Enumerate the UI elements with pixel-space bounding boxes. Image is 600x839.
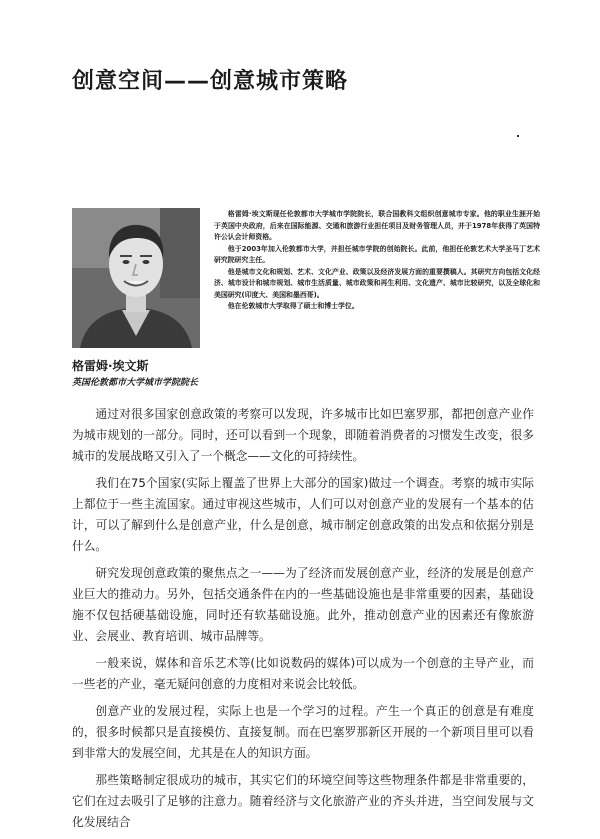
body-paragraph: 创意产业的发展过程，实际上也是一个学习的过程。产生一个真正的创意是有难度的，很多时候都只是直接模仿、直接复制。而在巴塞罗那新区开展的一个新项目里可以看到非常大的发展空间，尤其是在人的知识方面。 — [72, 704, 534, 760]
page-title: 创意空间——创意城市策略 — [72, 69, 349, 94]
body-paragraph: 我们在75个国家(实际上覆盖了世界上大部分的国家)做过一个调查。考察的城市实际上都位于一些主流国家。通过审视这些城市，人们可以对创意产业的发展有一个基本的估计，可以了解到什么是创意产业，什么是创意，城市制定创意政策的出发点和依据分别是什么。 — [72, 476, 534, 553]
bio-paragraph: 他在伦敦城市大学取得了硕士和博士学位。 — [227, 302, 359, 310]
article-body — [72, 404, 534, 839]
author-portrait — [72, 208, 200, 348]
author-name: 格雷姆·埃文斯 — [72, 359, 149, 373]
body-paragraph: 那些策略制定很成功的城市，其实它们的环境空间等这些物理条件都是非常重要的，它们在过去吸引了足够的注意力。随着经济与文化旅游产业的齐头并进，当空间发展与文化发展结合 — [72, 773, 534, 829]
bio-paragraph: 他于2003年加入伦敦都市大学，并担任城市学院的创始院长。此前，他担任伦敦艺术大学圣马丁艺术研究院研究主任。 — [214, 244, 540, 264]
author-bio — [214, 209, 540, 313]
author-title: 英国伦敦都市大学城市学院院长 — [72, 378, 199, 388]
body-paragraph: 通过对很多国家创意政策的考察可以发现，许多城市比如巴塞罗那，都把创意产业作为城市规划的一部分。同时，还可以看到一个现象，即随着消费者的习惯发生改变，很多城市的发展战略又引入了一个概念——文化的可持续性。 — [72, 407, 534, 463]
body-paragraph: 研究发现创意政策的聚焦点之一——为了经济而发展创意产业，经济的发展是创意产业巨大的推动力。另外，包括交通条件在内的一些基础设施也是非常重要的因素，基础设施不仅包括硬基础设施，同时还有软基础设施。此外，推动创意产业的因素还有像旅游业、会展业、教育培训、城市品牌等。 — [72, 566, 534, 643]
page-mark — [517, 135, 519, 137]
bio-paragraph: 他是城市文化和规划、艺术、文化产业、政策以及经济发展方面的重要撰稿人。其研究方向包括文化经济、城市设计和城市规划、城市生活质量、城市政策和再生利用、文化遗产、城市比较研究，以及全球化和美国研究(印度大、美国和墨西哥)。 — [214, 267, 540, 299]
body-paragraph: 一般来说，媒体和音乐艺术等(比如说数码的媒体)可以成为一个创意的主导产业，而一些老的产业，毫无疑问创意的力度相对来说会比较低。 — [72, 656, 534, 691]
bio-paragraph: 格雷姆·埃文斯现任伦敦都市大学城市学院院长，联合国教科文组织创意城市专家。他的职业生涯开始于英国中央政府，后来在国际能源、交通和旅游行业担任项目及财务管理人员，并于1978年获得了英国特许公认会计师资格。 — [214, 210, 540, 241]
